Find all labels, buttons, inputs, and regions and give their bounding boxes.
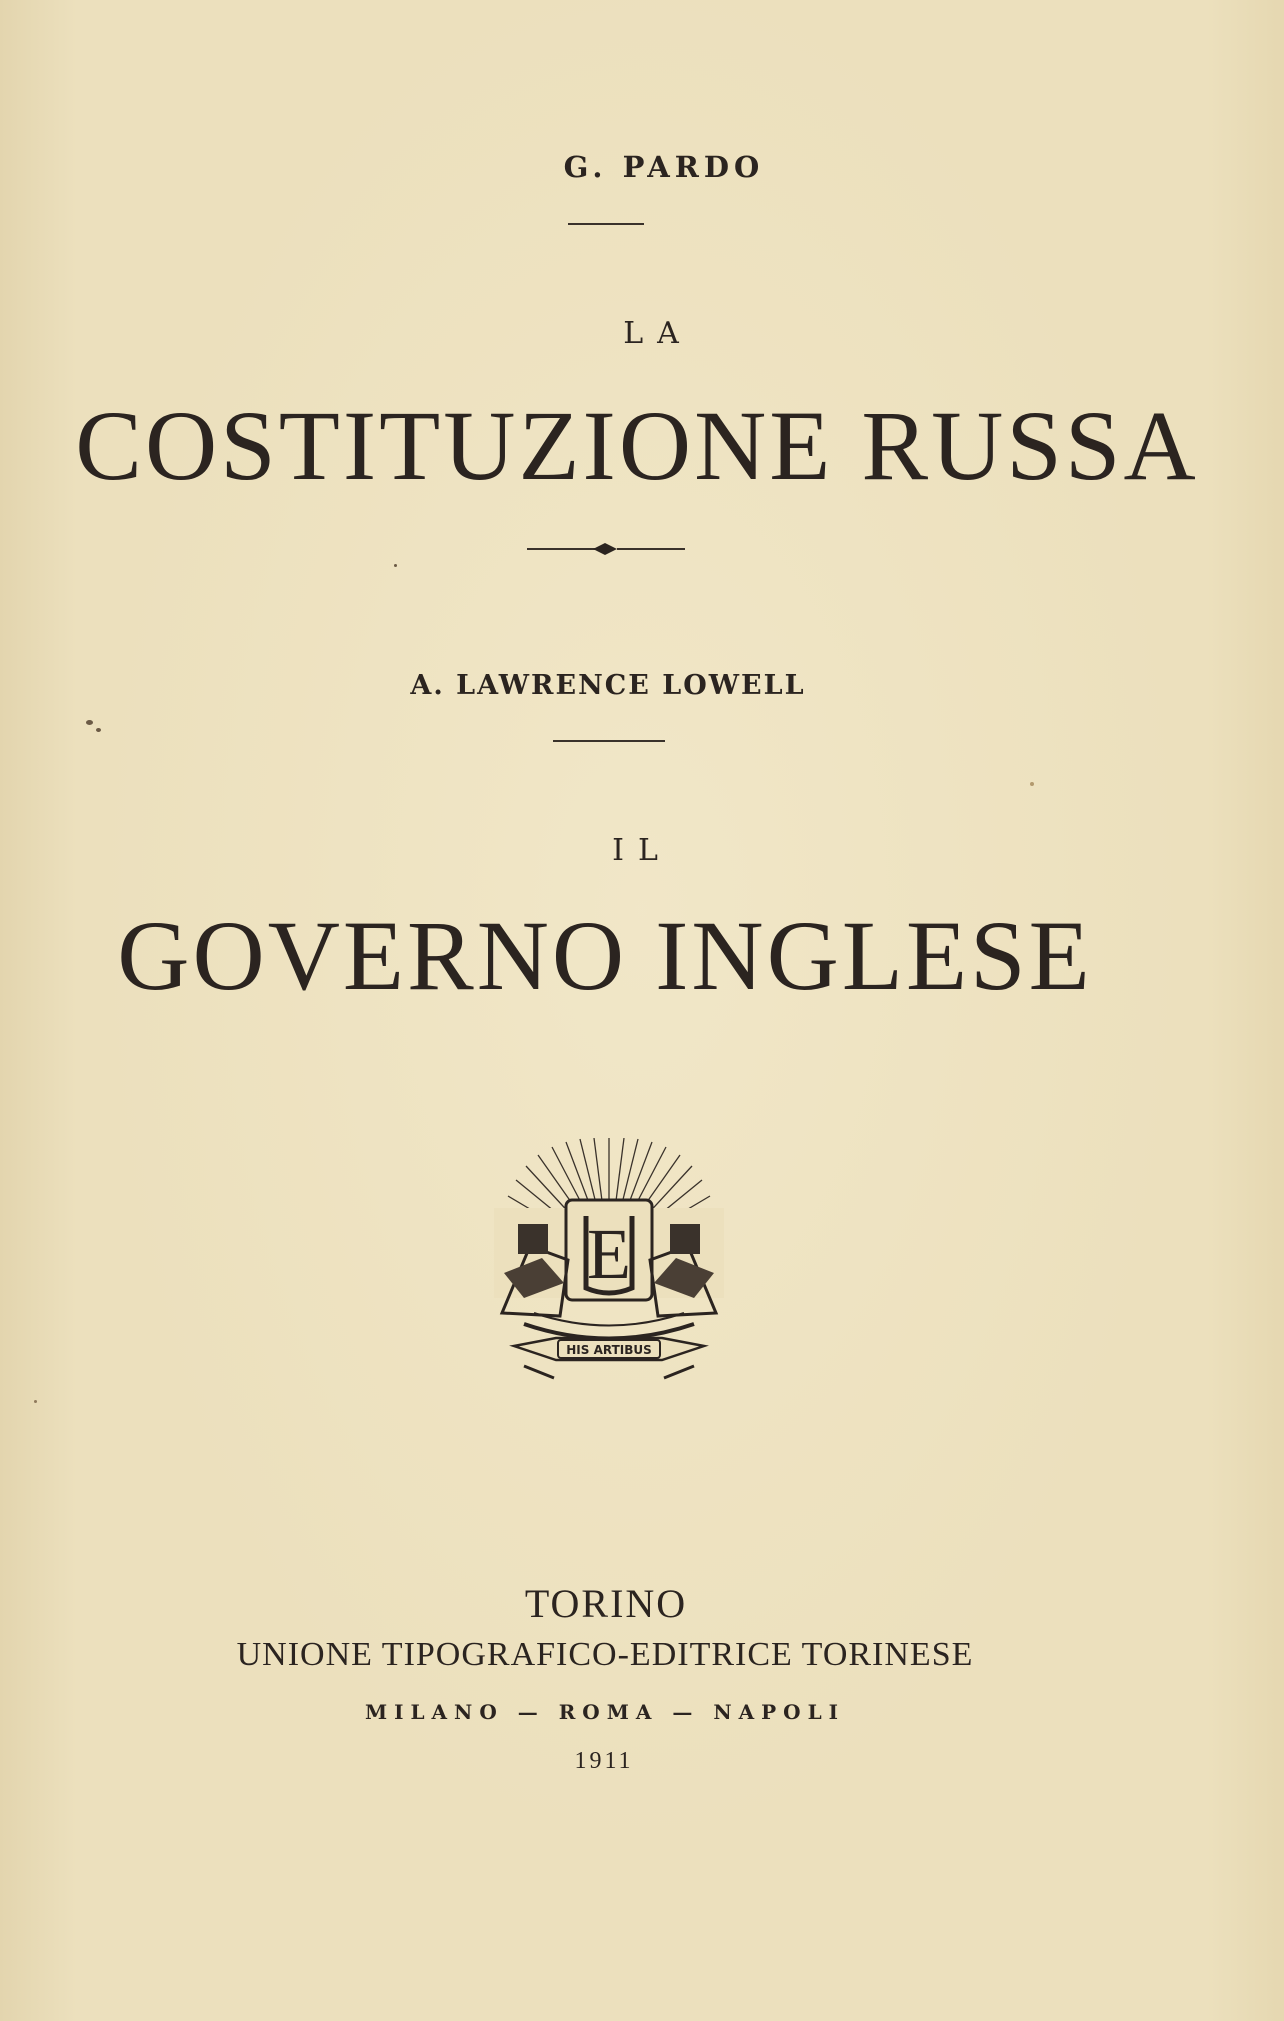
svg-text:E: E (587, 1214, 631, 1294)
paper-speck (86, 720, 93, 725)
author-name: G. PARDO (563, 150, 765, 184)
imprint-other-cities: MILANO — ROMA — NAPOLI (364, 1700, 845, 1724)
author-rule (568, 223, 644, 225)
imprint-city: TORINO (524, 1581, 688, 1626)
paper-speck (34, 1400, 37, 1403)
imprint-year: 1911 (574, 1748, 634, 1774)
second-author-name: A. LAWRENCE LOWELL (410, 670, 806, 701)
imprint-publisher: UNIONE TIPOGRAFICO-EDITRICE TORINESE (236, 1636, 974, 1673)
paper-speck (394, 564, 397, 567)
paper-speck (1030, 782, 1034, 786)
paper-speck (96, 728, 101, 732)
article-la: LA (623, 316, 693, 351)
title-governo-inglese: GOVERNO INGLESE (117, 900, 1093, 1011)
ornament-divider (527, 538, 685, 560)
article-il: IL (612, 833, 672, 868)
svg-text:HIS ARTIBUS: HIS ARTIBUS (566, 1343, 652, 1357)
second-author-rule (553, 740, 665, 742)
publisher-emblem (494, 1138, 724, 1384)
title-costituzione-russa: COSTITUZIONE RUSSA (75, 390, 1199, 501)
